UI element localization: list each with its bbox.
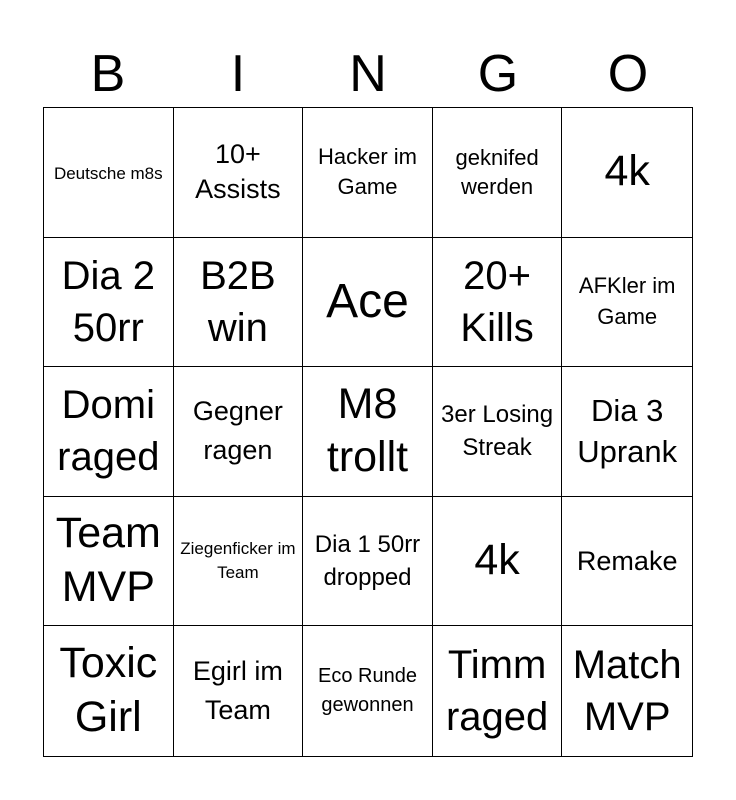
cell-text: Toxic Girl xyxy=(59,639,158,742)
cell-text: Dia 1 50rr dropped xyxy=(314,530,421,592)
bingo-cell[interactable] xyxy=(433,108,563,238)
bingo-cell[interactable] xyxy=(433,238,563,368)
header-letter-n: N xyxy=(349,45,387,103)
bingo-cell[interactable] xyxy=(303,497,433,627)
bingo-cell[interactable] xyxy=(562,626,692,756)
cell-text: Domi raged xyxy=(57,383,160,480)
bingo-cell[interactable] xyxy=(174,238,304,368)
bingo-cell[interactable] xyxy=(303,367,433,497)
cell-text: 20+ Kills xyxy=(460,253,534,350)
cell-text: Dia 3 Uprank xyxy=(577,392,678,470)
cell-text: Deutsche m8s xyxy=(53,163,163,183)
cell-text: Hacker im Game xyxy=(317,143,417,200)
cell-text: Egirl im Team xyxy=(192,656,283,726)
bingo-board xyxy=(43,107,693,757)
cell-text: Match MVP xyxy=(572,643,682,740)
bingo-cell[interactable] xyxy=(433,497,563,627)
bingo-cell[interactable] xyxy=(562,367,692,497)
header-letter-g: G xyxy=(477,45,519,103)
cell-text: Eco Runde gewonnen xyxy=(318,665,417,717)
header-letter-b: B xyxy=(90,45,126,103)
bingo-cell[interactable] xyxy=(44,367,174,497)
bingo-cell[interactable] xyxy=(44,238,174,368)
bingo-cell[interactable] xyxy=(562,238,692,368)
cell-text: geknifed werden xyxy=(455,144,539,200)
bingo-cell[interactable] xyxy=(562,497,692,627)
bingo-cell[interactable] xyxy=(303,108,433,238)
cell-text: 4k xyxy=(604,147,650,196)
bingo-cell[interactable] xyxy=(174,108,304,238)
bingo-cell[interactable] xyxy=(303,238,433,368)
bingo-cell[interactable] xyxy=(303,626,433,756)
bingo-cell[interactable] xyxy=(433,626,563,756)
header-letter-i: I xyxy=(230,45,246,103)
cell-text: B2B win xyxy=(200,253,276,350)
bingo-cell[interactable] xyxy=(174,626,304,756)
cell-text: 4k xyxy=(474,536,520,585)
bingo-cell[interactable] xyxy=(562,108,692,238)
bingo-header xyxy=(43,40,693,108)
cell-text: Timm raged xyxy=(445,643,549,740)
cell-text: Gegner ragen xyxy=(192,396,283,466)
bingo-cell[interactable] xyxy=(174,367,304,497)
bingo-cell[interactable] xyxy=(44,626,174,756)
bingo-cell[interactable] xyxy=(174,497,304,627)
cell-text: Remake xyxy=(576,545,678,576)
cell-text: 3er Losing Streak xyxy=(441,400,554,462)
cell-text: 10+ Assists xyxy=(195,139,281,205)
cell-text: Dia 2 50rr xyxy=(61,253,155,350)
header-letter-o: O xyxy=(607,45,649,103)
cell-text: AFKler im Game xyxy=(578,273,676,329)
bingo-cell[interactable] xyxy=(433,367,563,497)
cell-text: M8 trollt xyxy=(326,379,409,482)
cell-text: Team MVP xyxy=(55,509,161,612)
cell-text: Ace xyxy=(326,275,409,329)
cell-text: Ziegenficker im Team xyxy=(180,539,296,583)
bingo-cell[interactable] xyxy=(44,108,174,238)
bingo-cell[interactable] xyxy=(44,497,174,627)
